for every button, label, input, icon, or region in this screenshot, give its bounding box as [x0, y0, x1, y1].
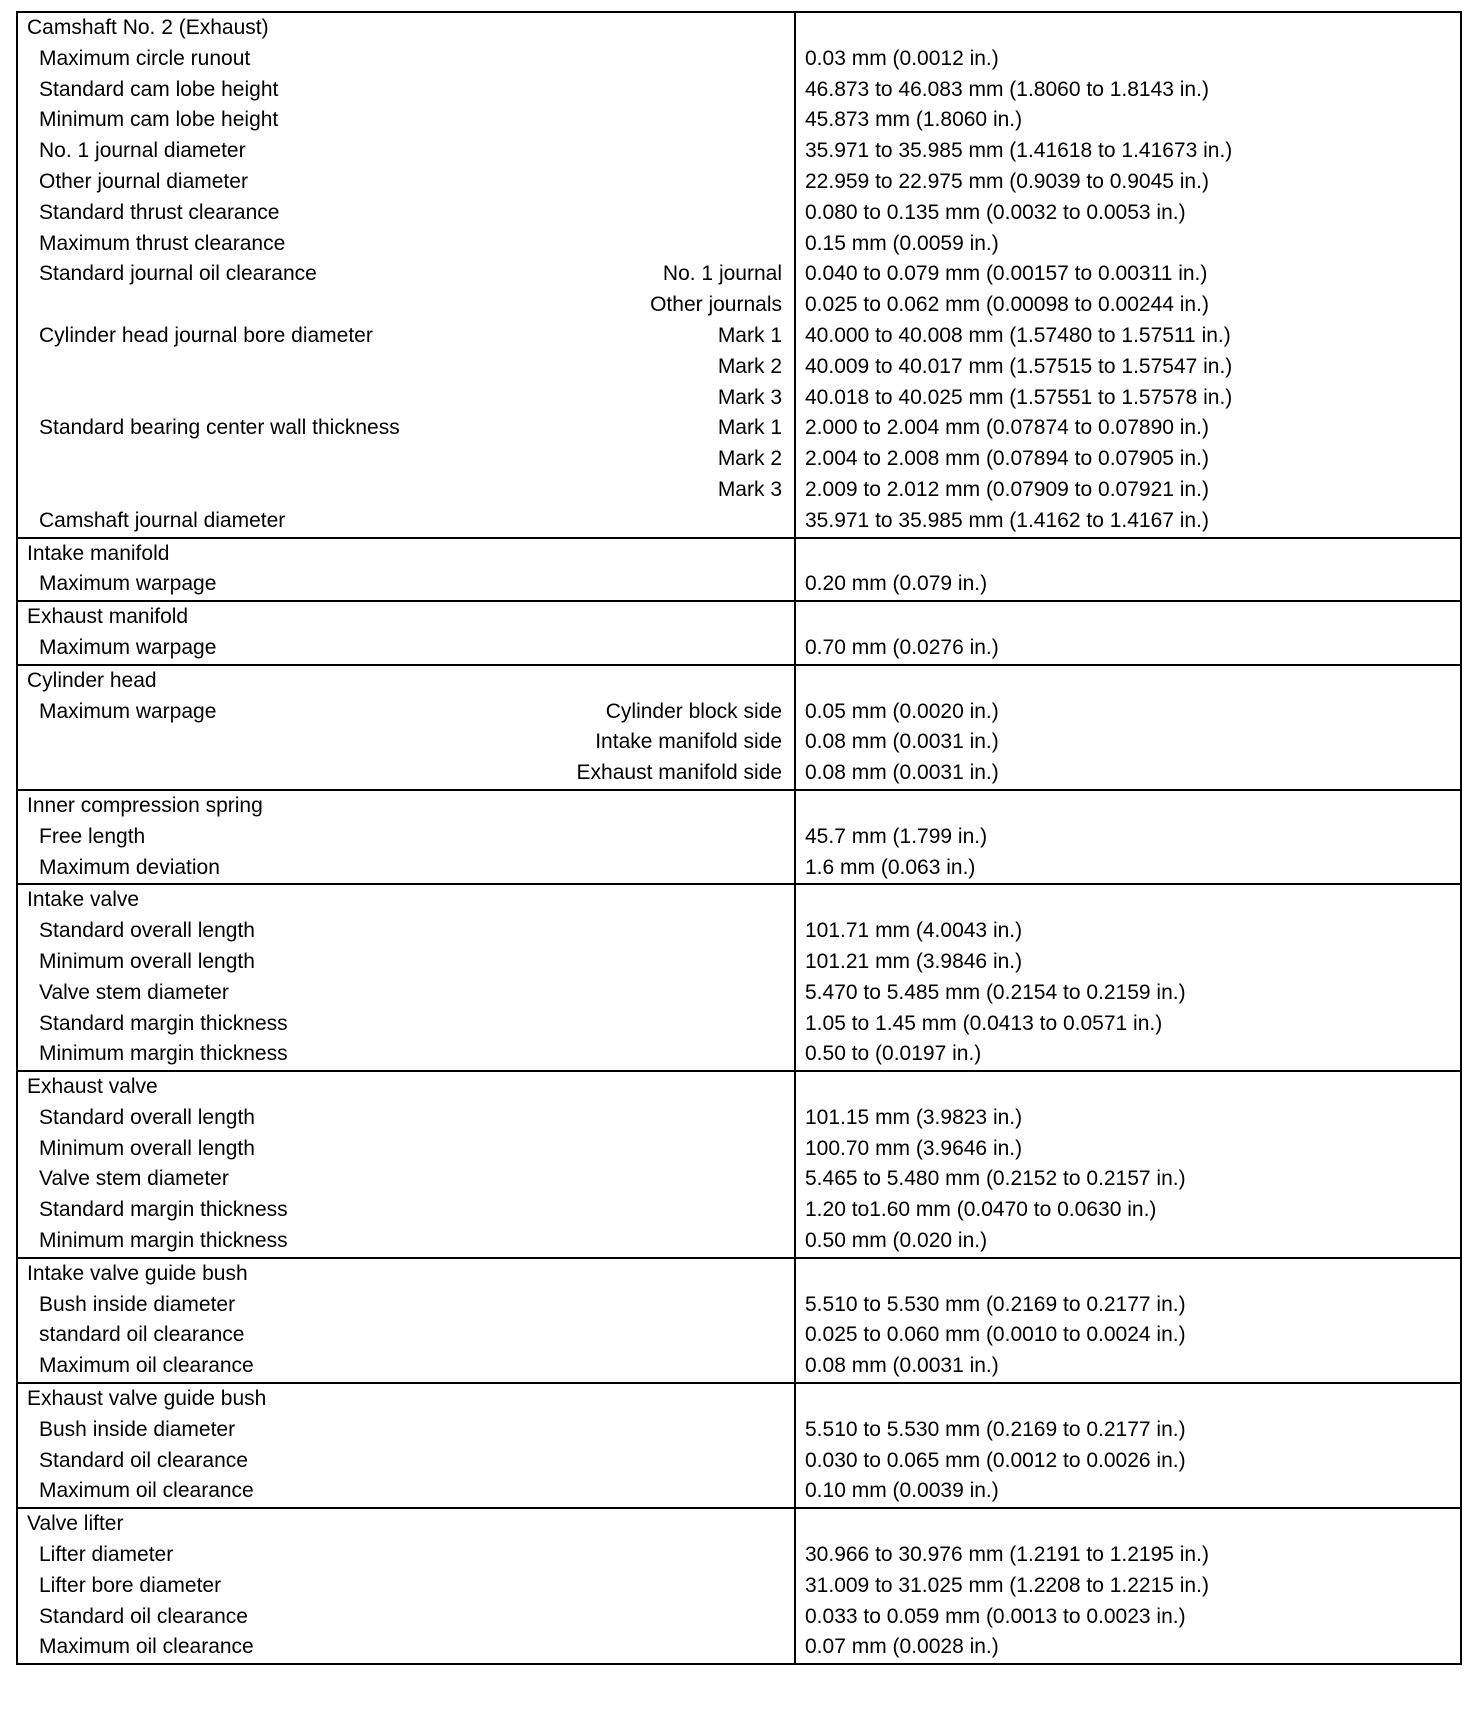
- spec-row-label: [18, 822, 794, 853]
- spec-labels-column: [18, 1072, 796, 1257]
- group-title-value-blank: [796, 1072, 1460, 1103]
- spec-value: 0.08 mm (0.0031 in.): [805, 1354, 999, 1378]
- spec-row-label: [18, 290, 794, 321]
- spec-table: [16, 11, 1462, 1665]
- spec-value: 0.05 mm (0.0020 in.): [805, 699, 999, 723]
- spec-row-label: [18, 1103, 794, 1134]
- spec-group: [18, 600, 1460, 664]
- spec-value: 0.70 mm (0.0276 in.): [805, 635, 999, 659]
- spec-row-label: [18, 697, 794, 728]
- spec-row-label: [18, 1009, 794, 1040]
- spec-sublabel: Other journals: [650, 293, 782, 317]
- spec-label: Lifter bore diameter: [39, 1573, 222, 1597]
- spec-label: Minimum margin thickness: [39, 1042, 288, 1066]
- spec-label: Other journal diameter: [39, 169, 248, 193]
- spec-row-label: [18, 1290, 794, 1321]
- spec-value: 0.03 mm (0.0012 in.): [805, 46, 999, 70]
- spec-label: Valve stem diameter: [39, 980, 229, 1004]
- spec-label: Minimum overall length: [39, 1136, 255, 1160]
- spec-label: Maximum thrust clearance: [39, 231, 286, 255]
- spec-value: 0.025 to 0.062 mm (0.00098 to 0.00244 in.): [805, 293, 1209, 317]
- spec-label: No. 1 journal diameter: [39, 139, 246, 163]
- group-title-value-blank: [796, 539, 1460, 570]
- spec-label: Minimum overall length: [39, 949, 255, 973]
- group-title-value-blank: [796, 1509, 1460, 1540]
- spec-value: 5.510 to 5.530 mm (0.2169 to 0.2177 in.): [805, 1417, 1186, 1441]
- spec-row-label: [18, 1195, 794, 1226]
- spec-row-label: [18, 1164, 794, 1195]
- spec-group: [18, 883, 1460, 1070]
- spec-value: 0.08 mm (0.0031 in.): [805, 761, 999, 785]
- spec-value: 35.971 to 35.985 mm (1.4162 to 1.4167 in.): [805, 508, 1209, 532]
- spec-row-label: [18, 352, 794, 383]
- spec-value: 2.009 to 2.012 mm (0.07909 to 0.07921 in.): [805, 477, 1209, 501]
- spec-sublabel: Mark 3: [717, 477, 782, 501]
- spec-row-label: [18, 1446, 794, 1477]
- spec-group: [18, 1070, 1460, 1257]
- spec-value: 40.018 to 40.025 mm (1.57551 to 1.57578 in.): [805, 385, 1233, 409]
- spec-row-label: [18, 229, 794, 260]
- group-title-value-blank: [796, 791, 1460, 822]
- spec-value: 1.05 to 1.45 mm (0.0413 to 0.0571 in.): [805, 1011, 1163, 1035]
- spec-label: Standard oil clearance: [39, 1604, 248, 1628]
- spec-value: 100.70 mm (3.9646 in.): [805, 1136, 1023, 1160]
- spec-value: 101.71 mm (4.0043 in.): [805, 919, 1023, 943]
- spec-sublabel: Mark 1: [717, 323, 782, 347]
- spec-labels-column: [18, 1509, 796, 1663]
- spec-row-label: [18, 1632, 794, 1663]
- spec-value: 0.033 to 0.059 mm (0.0013 to 0.0023 in.): [805, 1604, 1186, 1628]
- group-title: Inner compression spring: [27, 793, 263, 817]
- spec-row-label: [18, 1540, 794, 1571]
- spec-sublabel: Mark 3: [717, 385, 782, 409]
- spec-labels-column: [18, 666, 796, 789]
- group-title-value-blank: [796, 885, 1460, 916]
- spec-label: Maximum deviation: [39, 855, 220, 879]
- spec-label: Bush inside diameter: [39, 1292, 236, 1316]
- spec-row-label: [18, 1134, 794, 1165]
- spec-value: 35.971 to 35.985 mm (1.41618 to 1.41673 in.): [805, 139, 1233, 163]
- group-title-value-blank: [796, 666, 1460, 697]
- spec-value: 45.7 mm (1.799 in.): [805, 824, 988, 848]
- spec-row-label: [18, 1476, 794, 1507]
- spec-row-label: [18, 1320, 794, 1351]
- spec-label: Minimum cam lobe height: [39, 108, 279, 132]
- spec-row-label: [18, 1226, 794, 1257]
- spec-value: 5.470 to 5.485 mm (0.2154 to 0.2159 in.): [805, 980, 1186, 1004]
- spec-row-label: [18, 198, 794, 229]
- spec-row-label: [18, 383, 794, 414]
- spec-label: standard oil clearance: [39, 1323, 245, 1347]
- spec-group: [18, 1507, 1460, 1663]
- spec-value: 0.20 mm (0.079 in.): [805, 572, 988, 596]
- group-title: Intake valve guide bush: [27, 1261, 248, 1285]
- spec-values-column: [796, 885, 1460, 1070]
- spec-label: Standard thrust clearance: [39, 200, 280, 224]
- spec-value: 1.6 mm (0.063 in.): [805, 855, 976, 879]
- spec-row-label: [18, 475, 794, 506]
- spec-group: [18, 1382, 1460, 1507]
- spec-value: 0.080 to 0.135 mm (0.0032 to 0.0053 in.): [805, 200, 1186, 224]
- spec-label: Lifter diameter: [39, 1543, 174, 1567]
- spec-sublabel: No. 1 journal: [662, 262, 782, 286]
- spec-sublabel: Mark 1: [717, 416, 782, 440]
- spec-row-label: [18, 633, 794, 664]
- spec-label: Bush inside diameter: [39, 1417, 236, 1441]
- spec-label: Valve stem diameter: [39, 1167, 229, 1191]
- spec-value: 0.50 mm (0.020 in.): [805, 1229, 988, 1253]
- spec-value: 0.07 mm (0.0028 in.): [805, 1635, 999, 1659]
- spec-label: Maximum warpage: [39, 572, 217, 596]
- group-title-value-blank: [796, 1384, 1460, 1415]
- spec-label: Maximum oil clearance: [39, 1635, 254, 1659]
- group-title: Cylinder head: [27, 668, 157, 692]
- spec-value: 40.000 to 40.008 mm (1.57480 to 1.57511 in.): [805, 323, 1231, 347]
- spec-value: 5.510 to 5.530 mm (0.2169 to 0.2177 in.): [805, 1292, 1186, 1316]
- spec-value: 2.000 to 2.004 mm (0.07874 to 0.07890 in.): [805, 416, 1209, 440]
- spec-label: Standard cam lobe height: [39, 77, 279, 101]
- spec-row-label: [18, 167, 794, 198]
- spec-row-label: [18, 916, 794, 947]
- spec-row-label: [18, 1602, 794, 1633]
- spec-label: Maximum oil clearance: [39, 1354, 254, 1378]
- spec-labels-column: [18, 539, 796, 601]
- spec-label: Standard oil clearance: [39, 1448, 248, 1472]
- spec-label: Minimum margin thickness: [39, 1229, 288, 1253]
- spec-values-column: [796, 1072, 1460, 1257]
- spec-row-label: [18, 947, 794, 978]
- spec-group: [18, 537, 1460, 601]
- spec-values-column: [796, 539, 1460, 601]
- spec-row-label: [18, 413, 794, 444]
- group-title: Valve lifter: [27, 1512, 124, 1536]
- group-title: Intake manifold: [27, 541, 170, 565]
- spec-row-label: [18, 758, 794, 789]
- spec-values-column: [796, 13, 1460, 537]
- spec-values-column: [796, 666, 1460, 789]
- spec-value: 2.004 to 2.008 mm (0.07894 to 0.07905 in.): [805, 447, 1209, 471]
- spec-row-label: [18, 44, 794, 75]
- spec-label: Maximum warpage: [39, 699, 217, 723]
- spec-label: Camshaft journal diameter: [39, 508, 286, 532]
- spec-sublabel: Exhaust manifold side: [576, 761, 782, 785]
- spec-row-label: [18, 75, 794, 106]
- spec-values-column: [796, 602, 1460, 664]
- spec-row-label: [18, 978, 794, 1009]
- spec-row-label: [18, 321, 794, 352]
- spec-row-label: [18, 1351, 794, 1382]
- spec-row-label: [18, 1415, 794, 1446]
- spec-value: 5.465 to 5.480 mm (0.2152 to 0.2157 in.): [805, 1167, 1186, 1191]
- spec-sublabel: Mark 2: [717, 447, 782, 471]
- spec-value: 45.873 mm (1.8060 in.): [805, 108, 1023, 132]
- spec-value: 0.025 to 0.060 mm (0.0010 to 0.0024 in.): [805, 1323, 1186, 1347]
- spec-row-label: [18, 259, 794, 290]
- group-title-value-blank: [796, 13, 1460, 44]
- spec-label: Maximum circle runout: [39, 46, 251, 70]
- spec-label: Standard overall length: [39, 919, 255, 943]
- spec-values-column: [796, 1509, 1460, 1663]
- spec-row-label: [18, 444, 794, 475]
- spec-label: Standard bearing center wall thickness: [39, 416, 400, 440]
- spec-row-label: [18, 1571, 794, 1602]
- group-title: Exhaust valve: [27, 1075, 158, 1099]
- spec-label: Maximum oil clearance: [39, 1479, 254, 1503]
- spec-row-label: [18, 136, 794, 167]
- spec-label: Cylinder head journal bore diameter: [39, 323, 373, 347]
- group-title: Exhaust manifold: [27, 605, 189, 629]
- spec-label: Standard overall length: [39, 1105, 255, 1129]
- spec-value: 30.966 to 30.976 mm (1.2191 to 1.2195 in.): [805, 1543, 1209, 1567]
- spec-value: 40.009 to 40.017 mm (1.57515 to 1.57547 in.): [805, 354, 1233, 378]
- spec-value: 0.10 mm (0.0039 in.): [805, 1479, 999, 1503]
- spec-value: 0.08 mm (0.0031 in.): [805, 730, 999, 754]
- spec-value: 101.15 mm (3.9823 in.): [805, 1105, 1023, 1129]
- group-title: Intake valve: [27, 888, 140, 912]
- spec-label: Standard journal oil clearance: [39, 262, 317, 286]
- group-title-value-blank: [796, 602, 1460, 633]
- spec-labels-column: [18, 791, 796, 883]
- spec-label: Maximum warpage: [39, 635, 217, 659]
- spec-labels-column: [18, 602, 796, 664]
- spec-group: [18, 13, 1460, 537]
- spec-labels-column: [18, 13, 796, 537]
- spec-label: Standard margin thickness: [39, 1198, 288, 1222]
- group-title: Exhaust valve guide bush: [27, 1387, 267, 1411]
- spec-value: 46.873 to 46.083 mm (1.8060 to 1.8143 in.): [805, 77, 1209, 101]
- spec-row-label: [18, 105, 794, 136]
- spec-values-column: [796, 1384, 1460, 1507]
- spec-row-label: [18, 569, 794, 600]
- group-title: Camshaft No. 2 (Exhaust): [27, 16, 269, 39]
- spec-value: 0.50 to (0.0197 in.): [805, 1042, 982, 1066]
- spec-row-label: [18, 1039, 794, 1070]
- spec-value: 22.959 to 22.975 mm (0.9039 to 0.9045 in.): [805, 169, 1209, 193]
- spec-value: 0.040 to 0.079 mm (0.00157 to 0.00311 in.): [805, 262, 1208, 286]
- spec-value: 0.15 mm (0.0059 in.): [805, 231, 999, 255]
- spec-group: [18, 789, 1460, 883]
- spec-value: 31.009 to 31.025 mm (1.2208 to 1.2215 in.): [805, 1573, 1209, 1597]
- spec-values-column: [796, 1259, 1460, 1382]
- spec-group: [18, 1257, 1460, 1382]
- spec-sublabel: Cylinder block side: [605, 699, 782, 723]
- spec-value: 101.21 mm (3.9846 in.): [805, 949, 1023, 973]
- spec-row-label: [18, 506, 794, 537]
- spec-value: 0.030 to 0.065 mm (0.0012 to 0.0026 in.): [805, 1448, 1186, 1472]
- spec-label: Standard margin thickness: [39, 1011, 288, 1035]
- spec-values-column: [796, 791, 1460, 883]
- spec-row-label: [18, 727, 794, 758]
- spec-sublabel: Mark 2: [717, 354, 782, 378]
- spec-labels-column: [18, 1259, 796, 1382]
- spec-labels-column: [18, 885, 796, 1070]
- group-title-value-blank: [796, 1259, 1460, 1290]
- spec-group: [18, 664, 1460, 789]
- spec-value: 1.20 to1.60 mm (0.0470 to 0.0630 in.): [805, 1198, 1157, 1222]
- spec-sublabel: Intake manifold side: [595, 730, 782, 754]
- spec-label: Free length: [39, 824, 146, 848]
- spec-row-label: [18, 853, 794, 884]
- spec-labels-column: [18, 1384, 796, 1507]
